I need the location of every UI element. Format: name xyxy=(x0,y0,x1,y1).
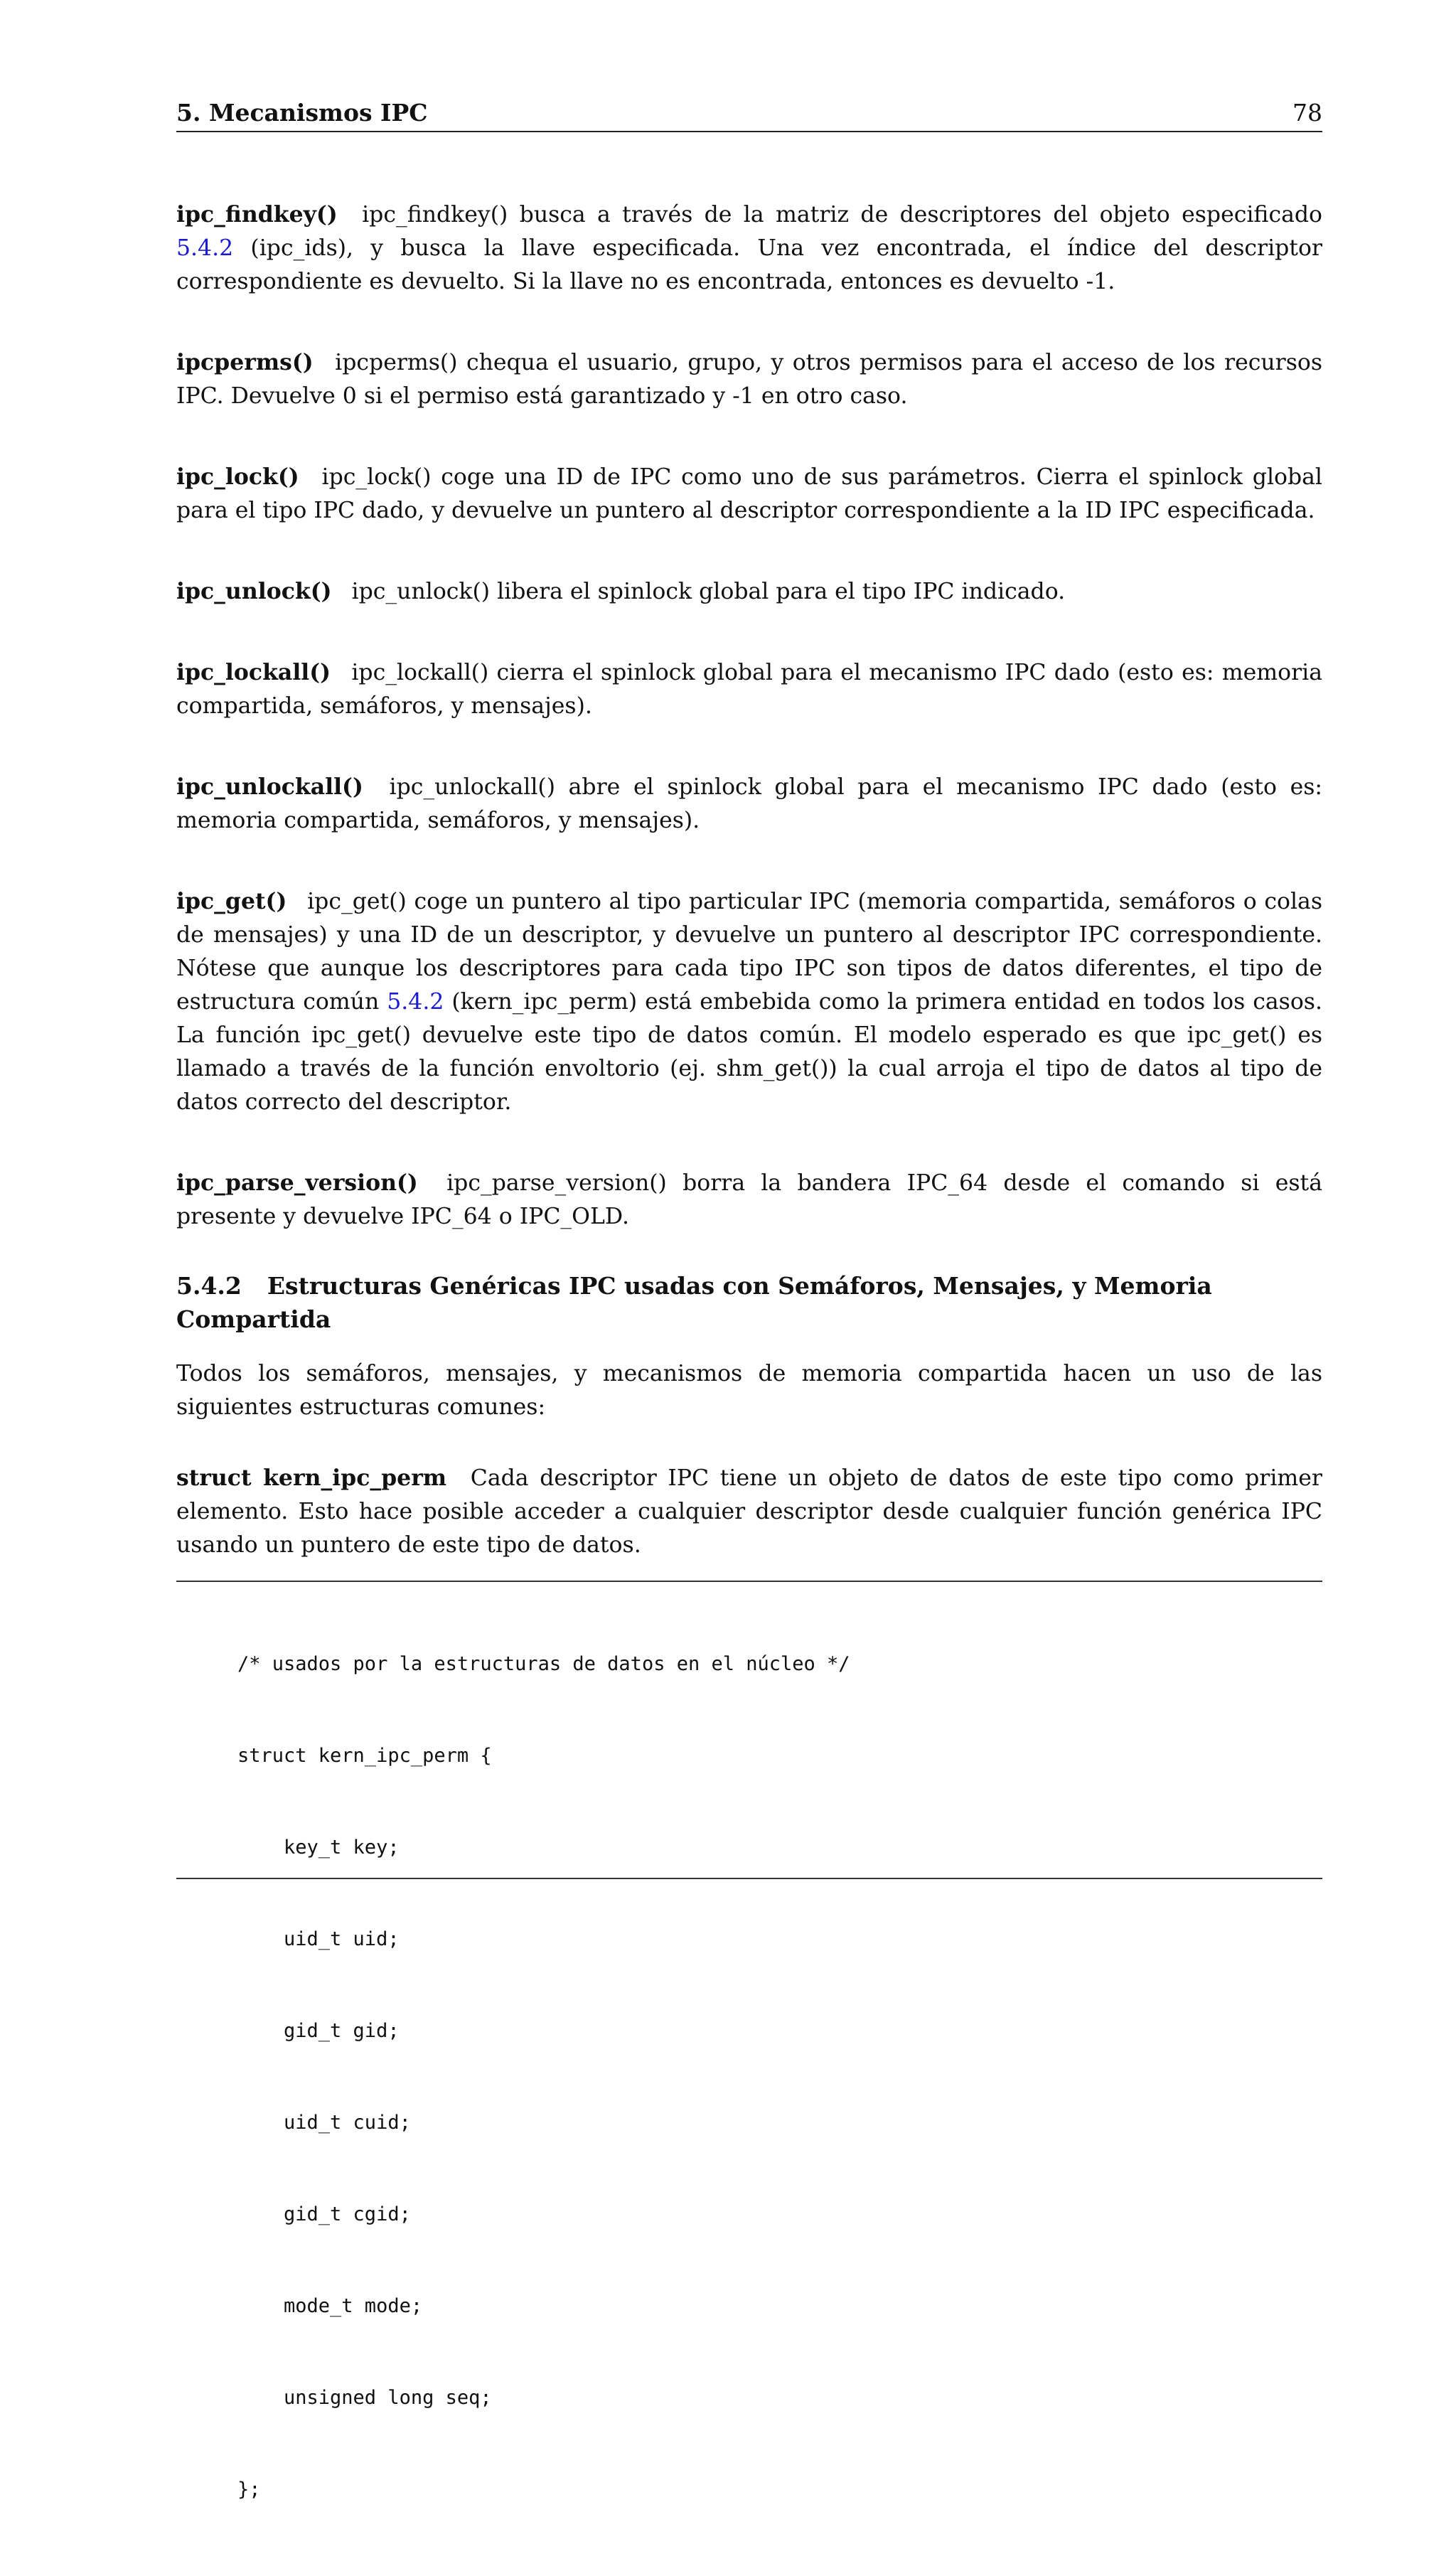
section-intro: Todos los semáforos, mensajes, y mecanismos de memoria compartida hacen un uso de las siguientes estructuras comunes: xyxy=(176,1361,1322,1420)
function-description xyxy=(176,198,1322,299)
running-header xyxy=(176,91,1322,132)
function-name: ipcperms() xyxy=(176,349,314,375)
function-name: ipc_lock() xyxy=(176,464,299,490)
cross-reference-link[interactable]: 5.4.2 xyxy=(387,989,444,1015)
function-name: ipc_get() xyxy=(176,888,287,914)
description-text: ipcperms() chequa el usuario, grupo, y otros permisos para el acceso de los recursos IPC. Devuelve 0 si el permiso está garantizado y -1 en otro caso. xyxy=(176,350,1322,409)
struct-description xyxy=(176,1461,1322,1562)
code-line: gid_t cgid; xyxy=(237,2203,411,2225)
page-body xyxy=(176,198,1323,2501)
section-title: Estructuras Genéricas IPC usadas con Semáforos, Mensajes, y Memoria Compartida xyxy=(176,1272,1212,1333)
code-listing xyxy=(176,1581,1322,2501)
description-text: ipc_parse_version() borra la bandera IPC_64 desde el comando si está presente y devuelve IPC_64 o IPC_OLD. xyxy=(176,1170,1322,1229)
function-name: ipc_lockall() xyxy=(176,659,331,685)
function-description xyxy=(176,656,1322,723)
function-description xyxy=(176,574,1322,609)
struct-name: struct kern_ipc_perm xyxy=(176,1465,447,1491)
code-line: struct kern_ipc_perm { xyxy=(237,1745,492,1767)
code-line: }; xyxy=(237,2479,261,2501)
description-text: (ipc_ids), y busca la llave especificada. Una vez encontrada, el índice del descriptor correspondiente es devuelto. Si la llave no es encontrada, entonces es devuelto -1. xyxy=(176,235,1322,294)
section-number: 5.4.2 xyxy=(176,1272,242,1300)
code-line: uid_t cuid; xyxy=(237,2112,411,2134)
description-text: ipc_unlock() libera el spinlock global para el tipo IPC indicado. xyxy=(351,579,1066,604)
section-heading xyxy=(176,1269,1322,1336)
code-line: unsigned long seq; xyxy=(237,2387,492,2409)
function-name: ipc_unlock() xyxy=(176,578,332,604)
description-text: Cada descriptor IPC tiene un objeto de datos de este tipo como primer elemento. Esto hace posible acceder a cualquier descriptor desde cualquier función genérica IPC usando un puntero de este tipo de datos. xyxy=(176,1465,1322,1558)
description-text: ipc_get() coge un puntero al tipo particular IPC (memoria compartida, semáforos o colas de mensajes) y una ID de un descriptor, y devuelve un puntero al descriptor IPC correspondiente. Nótese que aunque los descriptores para cada tipo IPC son tipos de datos diferentes, el tipo de estructura común xyxy=(176,889,1322,1015)
page-number: 78 xyxy=(1292,99,1322,127)
code-line: mode_t mode; xyxy=(237,2295,423,2317)
code-line: gid_t gid; xyxy=(237,2020,400,2042)
function-name: ipc_parse_version() xyxy=(176,1170,418,1196)
code-line: uid_t uid; xyxy=(237,1928,400,1950)
description-text: ipc_unlockall() abre el spinlock global para el mecanismo IPC dado (esto es: memoria compartida, semáforos, y mensajes). xyxy=(176,774,1322,833)
description-text: ipc_lockall() cierra el spinlock global para el mecanismo IPC dado (esto es: memoria compartida, semáforos, y mensajes). xyxy=(176,660,1323,719)
function-description xyxy=(176,884,1322,1119)
code-line: /* usados por la estructuras de datos en el núcleo */ xyxy=(237,1653,850,1675)
description-text: ipc_findkey() busca a través de la matriz de descriptores del objeto especificado xyxy=(362,202,1322,228)
code-line: key_t key; xyxy=(237,1837,400,1859)
description-text: ipc_lock() coge una ID de IPC como uno de sus parámetros. Cierra el spinlock global para el tipo IPC dado, y devuelve un puntero al descriptor correspondiente a la ID IPC especificada. xyxy=(176,464,1322,523)
function-name: ipc_findkey() xyxy=(176,201,338,228)
function-description xyxy=(176,770,1322,838)
chapter-title: 5. Mecanismos IPC xyxy=(176,99,428,127)
cross-reference-link[interactable]: 5.4.2 xyxy=(176,235,234,261)
function-description xyxy=(176,1166,1322,1234)
description-text: (kern_ipc_perm) está embebida como la primera entidad en todos los casos. La función ipc_get() devuelve este tipo de datos común. El modelo esperado es que ipc_get() es llamado a través de la función envoltorio (ej. shm_get()) la cual arroja el tipo de datos al tipo de datos correcto del descriptor. xyxy=(176,989,1322,1115)
function-name: ipc_unlockall() xyxy=(176,774,363,800)
function-description xyxy=(176,460,1322,528)
function-description xyxy=(176,346,1322,413)
